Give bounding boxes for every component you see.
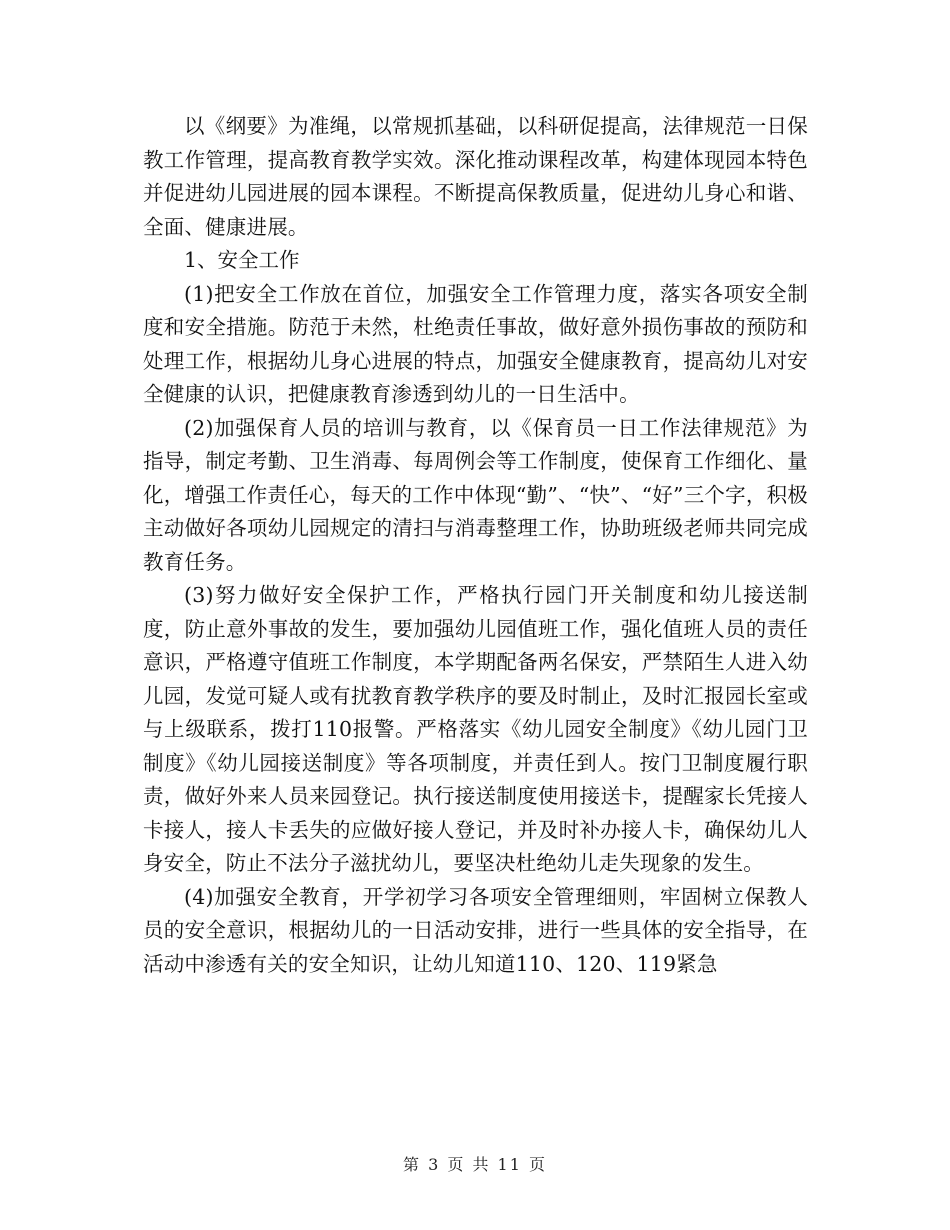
safety-item-4: (4)加强安全教育，开学初学习各项安全管理细则，牢固树立保教人员的安全意识，根据幼儿的一日活动安排，进行一些具体的安全指导，在活动中渗透有关的安全知识，让幼儿知道110、120、119紧急: [143, 884, 808, 976]
safety-item-1: (1)把安全工作放在首位，加强安全工作管理力度，落实各项安全制度和安全措施。防范于未然，杜绝责任事故，做好意外损伤事故的预防和处理工作，根据幼儿身心进展的特点，加强安全健康教育，提高幼儿对安全健康的认识，把健康教育渗透到幼儿的一日生活中。: [143, 281, 808, 406]
section-heading-safety: 1、安全工作: [184, 248, 300, 272]
document-body: [143, 110, 808, 981]
safety-item-3: (3)努力做好安全保护工作，严格执行园门开关制度和幼儿接送制度，防止意外事故的发生，要加强幼儿园值班工作，强化值班人员的责任意识，严格遵守值班工作制度，本学期配备两名保安，严禁陌生人进入幼儿园，发觉可疑人或有扰教育教学秩序的要及时制止，及时汇报园长室或与上级联系，拨打110报警。严格落实《幼儿园安全制度》《幼儿园门卫制度》《幼儿园接送制度》等各项制度，并责任到人。按门卫制度履行职责，做好外来人员来园登记。执行接送制度使用接送卡，提醒家长凭接人卡接人，接人卡丢失的应做好接人登记，并及时补办接人卡，确保幼儿人身安全，防止不法分子滋扰幼儿，要坚决杜绝幼儿走失现象的发生。: [143, 583, 808, 875]
safety-item-2: (2)加强保育人员的培训与教育，以《保育员一日工作法律规范》为指导，制定考勤、卫生消毒、每周例会等工作制度，使保育工作细化、量化，增强工作责任心，每天的工作中体现“勤”、“快”、“好”三个字，积极主动做好各项幼儿园规定的清扫与消毒整理工作，协助班级老师共同完成教育任务。: [143, 415, 808, 574]
intro-paragraph: 以《纲要》为准绳，以常规抓基础，以科研促提高，法律规范一日保教工作管理，提高教育教学实效。深化推动课程改革，构建体现园本特色并促进幼儿园进展的园本课程。不断提高保教质量，促进幼儿身心和谐、全面、健康进展。: [143, 114, 808, 239]
page-footer: 第 3 页 共 11 页: [403, 1155, 547, 1174]
